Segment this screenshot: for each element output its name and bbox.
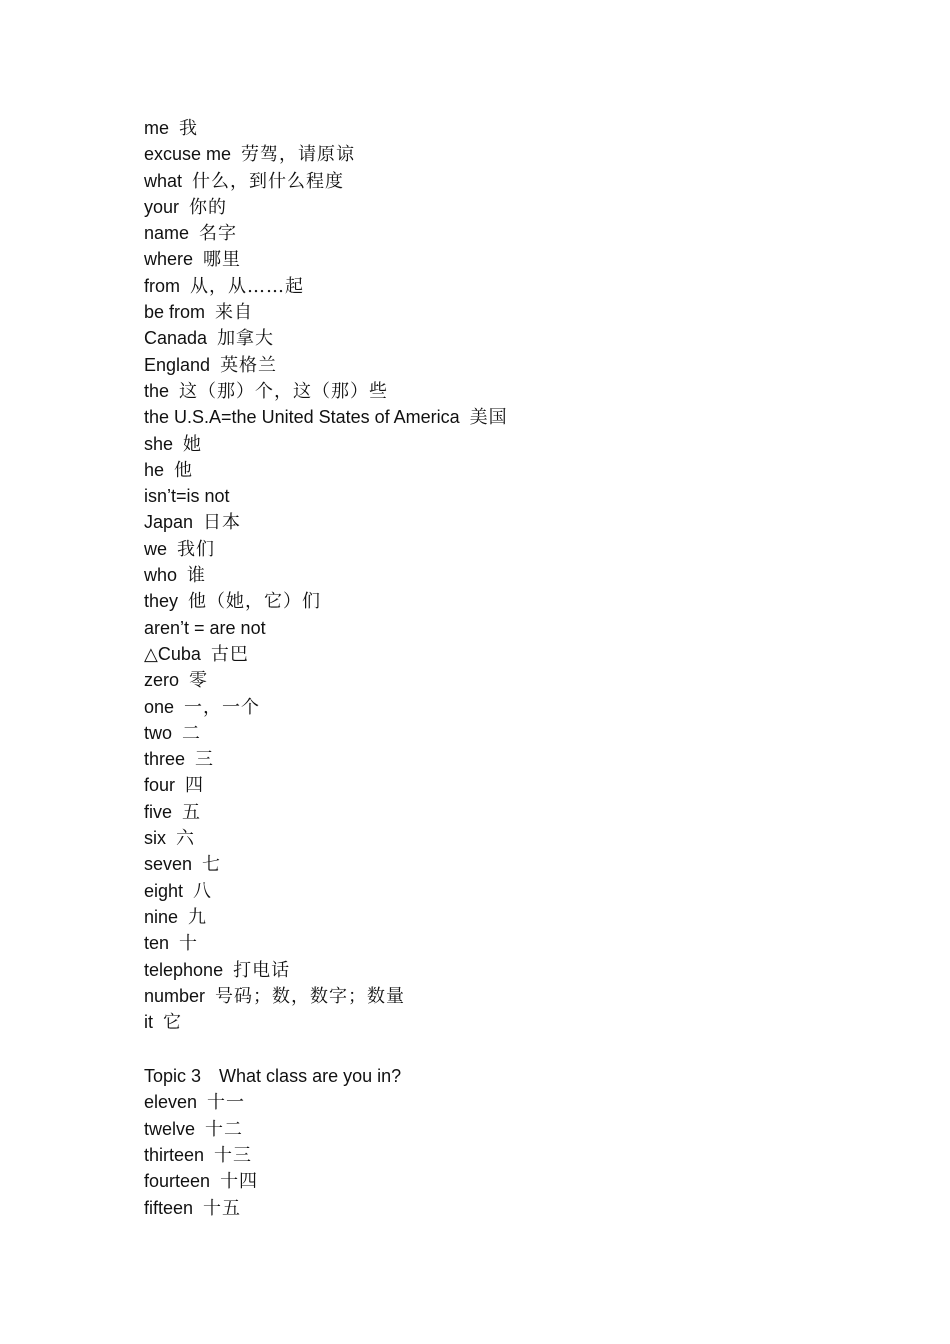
chinese-meaning: 这（那）个，这（那）些 — [179, 380, 389, 402]
chinese-meaning: 十五 — [203, 1197, 242, 1219]
chinese-meaning: 一，一个 — [184, 696, 261, 718]
vocab-entry — [144, 247, 844, 273]
chinese-meaning: 四 — [185, 775, 205, 797]
vocab-entry — [144, 300, 844, 326]
chinese-meaning: 十一 — [207, 1092, 246, 1114]
vocab-entry — [144, 221, 844, 247]
english-word: England — [144, 354, 211, 375]
english-word: where — [144, 249, 194, 270]
chinese-meaning: 十四 — [220, 1171, 259, 1193]
vocab-entry — [144, 931, 844, 957]
vocabulary-group-1 — [144, 116, 844, 1036]
english-word: four — [144, 775, 176, 796]
vocabulary-group-2 — [144, 1090, 844, 1221]
vocab-entry — [144, 405, 844, 431]
english-word: aren’t = are not — [144, 617, 266, 638]
english-word: six — [144, 828, 166, 849]
chinese-meaning: 他 — [174, 459, 194, 481]
chinese-meaning: 谁 — [187, 565, 207, 587]
chinese-meaning: 她 — [183, 433, 203, 455]
chinese-meaning: 七 — [202, 854, 222, 876]
vocab-entry — [144, 432, 844, 458]
vocab-entry — [144, 537, 844, 563]
chinese-meaning: 哪里 — [203, 249, 242, 271]
english-word: name — [144, 223, 190, 244]
vocab-entry — [144, 958, 844, 984]
vocab-entry — [144, 1196, 844, 1222]
vocab-entry — [144, 616, 844, 642]
chinese-meaning: 英格兰 — [220, 354, 278, 376]
english-word: what — [144, 170, 183, 191]
vocab-entry — [144, 773, 844, 799]
english-word: he — [144, 459, 165, 480]
chinese-meaning: 名字 — [199, 223, 238, 245]
vocab-entry — [144, 169, 844, 195]
vocab-entry — [144, 589, 844, 615]
english-word: thirteen — [144, 1144, 205, 1165]
vocab-entry — [144, 116, 844, 142]
chinese-meaning: 六 — [176, 828, 195, 850]
english-word: the — [144, 380, 170, 401]
english-word: nine — [144, 906, 179, 927]
chinese-meaning: 从，从……起 — [190, 275, 304, 297]
vocab-entry — [144, 1010, 844, 1036]
chinese-meaning: 我 — [179, 118, 199, 139]
chinese-meaning: 他（她，它）们 — [188, 591, 322, 613]
vocab-entry — [144, 195, 844, 221]
vocab-entry — [144, 668, 844, 694]
vocab-entry — [144, 458, 844, 484]
english-word: telephone — [144, 959, 224, 980]
english-word: the U.S.A=the United States of America — [144, 407, 460, 428]
vocab-entry — [144, 642, 844, 668]
chinese-meaning: 三 — [195, 749, 215, 771]
english-word: two — [144, 722, 173, 743]
vocab-entry — [144, 852, 844, 878]
chinese-meaning: 我们 — [177, 538, 216, 560]
english-word: they — [144, 591, 179, 612]
english-word: one — [144, 696, 175, 717]
vocab-entry — [144, 1090, 844, 1116]
chinese-meaning: 十 — [179, 933, 199, 955]
english-word: fourteen — [144, 1171, 211, 1192]
english-word: fifteen — [144, 1197, 194, 1218]
english-word: Canada — [144, 328, 208, 349]
vocab-entry — [144, 274, 844, 300]
chinese-meaning: 号码；数，数字；数量 — [215, 985, 406, 1007]
vocab-entry — [144, 879, 844, 905]
english-word: it — [144, 1012, 153, 1033]
chinese-meaning: 劳驾，请原谅 — [241, 144, 356, 166]
section-gap — [144, 1036, 844, 1064]
english-word: Japan — [144, 512, 194, 533]
english-word: five — [144, 801, 173, 822]
english-word: she — [144, 433, 174, 454]
chinese-meaning: 十三 — [214, 1144, 253, 1166]
english-word: seven — [144, 854, 193, 875]
english-word: eleven — [144, 1092, 198, 1113]
english-word: zero — [144, 670, 180, 691]
english-word: me — [144, 118, 170, 138]
chinese-meaning: 加拿大 — [217, 328, 275, 350]
english-word: △Cuba — [144, 643, 201, 664]
english-word: who — [144, 565, 178, 586]
english-word: ten — [144, 933, 170, 954]
english-word: number — [144, 985, 206, 1006]
chinese-meaning: 它 — [163, 1012, 182, 1034]
vocab-entry — [144, 695, 844, 721]
vocab-entry — [144, 142, 844, 168]
english-word: excuse me — [144, 144, 232, 165]
vocab-entry — [144, 721, 844, 747]
vocab-entry — [144, 353, 844, 379]
english-word: twelve — [144, 1118, 196, 1139]
chinese-meaning: 零 — [189, 670, 209, 692]
chinese-meaning: 二 — [182, 722, 202, 744]
vocab-entry — [144, 563, 844, 589]
vocab-entry — [144, 510, 844, 536]
vocab-entry — [144, 984, 844, 1010]
chinese-meaning: 打电话 — [233, 959, 291, 981]
chinese-meaning: 五 — [182, 801, 202, 823]
chinese-meaning: 日本 — [203, 512, 242, 534]
vocab-entry — [144, 905, 844, 931]
topic-number: Topic 3 — [144, 1066, 202, 1087]
english-word: three — [144, 749, 186, 770]
english-word: your — [144, 196, 180, 217]
vocabulary-list — [144, 116, 844, 1222]
english-word: isn’t=is not — [144, 486, 230, 507]
vocab-entry — [144, 826, 844, 852]
chinese-meaning: 十二 — [205, 1118, 244, 1140]
chinese-meaning: 美国 — [469, 407, 508, 429]
vocab-entry — [144, 484, 844, 510]
vocab-entry — [144, 1117, 844, 1143]
english-word: we — [144, 538, 168, 559]
chinese-meaning: 什么，到什么程度 — [192, 170, 345, 192]
chinese-meaning: 九 — [188, 906, 208, 928]
chinese-meaning: 古巴 — [210, 643, 249, 665]
vocab-entry — [144, 326, 844, 352]
vocab-entry — [144, 1169, 844, 1195]
topic-heading — [144, 1064, 844, 1090]
vocab-entry — [144, 800, 844, 826]
topic-title: What class are you in? — [219, 1066, 402, 1087]
vocab-entry — [144, 1143, 844, 1169]
english-word: be from — [144, 302, 206, 323]
chinese-meaning: 来自 — [215, 302, 254, 324]
chinese-meaning: 你的 — [189, 196, 228, 218]
english-word: from — [144, 275, 180, 296]
english-word: eight — [144, 880, 184, 901]
vocab-entry — [144, 747, 844, 773]
chinese-meaning: 八 — [193, 880, 213, 902]
vocab-entry — [144, 379, 844, 405]
